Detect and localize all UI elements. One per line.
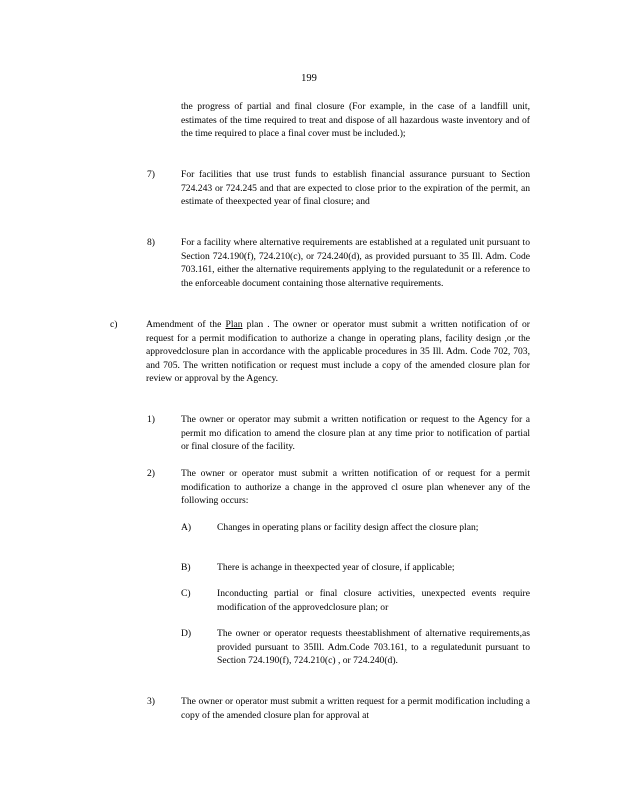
- list-item-text: Changes in operating plans or facility design affect the closure plan;: [217, 522, 479, 533]
- subsection-lead: Amendment of the: [146, 319, 222, 330]
- list-item-text: There is achange in theexpected year of closure, if applicable;: [217, 562, 455, 573]
- list-item-text: For facilities that use trust funds to establish financial assurance pursuant to Section 724.243 or 724.245 and that are expected to close prior to the expiration of the permit, an estimate of theexpected year of final closure; and: [181, 169, 530, 208]
- list-marker: 1): [147, 414, 155, 425]
- continuation-paragraph: [181, 100, 530, 141]
- list-item-text: Inconducting partial or final closure activities, unexpected events require modification of the approvedclosure plan; or: [217, 588, 530, 613]
- plan-underlined: Plan: [225, 319, 243, 330]
- list-item-text: The owner or operator must submit a written notification of or request for a permit modification to authorize a change in the approved cl osure plan whenever any of the following occurs:: [181, 468, 530, 507]
- list-marker: 3): [147, 696, 155, 707]
- list-item-text: The owner or operator requests theestablishment of alternative requirements,as provided pursuant to 35Ill. Adm.Code 703.161, to a regulatedunit pursuant to Section 724.190(f), 724.210(c) , or 724.240(d).: [217, 628, 530, 667]
- list-item-text: For a facility where alternative requirements are established at a regulated unit pursuant to Section 724.190(f), 724.210(c), or 724.240(d), as provided pursuant to 35 Ill. Adm. Code 703.161, either the alternative requirements applying to the regulatedunit or a reference to the enforceable document containing those alternative requirements.: [181, 237, 530, 289]
- subsection-body: plan . The owner or operator must submit a written notification of or request for a permit modification to authorize a change in operating plans, facility design ,or the approvedclosure plan in accordance with the applicable procedures in 35 Ill. Adm. Code 702, 703, and 705. The written notification or request must include a copy of the amended closure plan for review or approval by the Agency.: [146, 319, 531, 385]
- list-marker: 7): [147, 169, 155, 180]
- subsection-c-text: [146, 318, 530, 386]
- list-item-text: The owner or operator may submit a written notification or request to the Agency for a permit mo dification to amend the closure plan at any time prior to notification of partial or final closure of the facility.: [181, 414, 530, 453]
- continuation-text: the progress of partial and final closure (For example, in the case of a landfill unit, estimates of the time required to treat and dispose of all hazardous waste inventory and of the time required to place a final cover must be included.);: [181, 101, 530, 140]
- list-marker: D): [181, 628, 192, 639]
- list-marker: C): [181, 588, 191, 599]
- list-item-text: The owner or operator must submit a written request for a permit modification including a copy of the amended closure plan for approval at: [181, 696, 530, 721]
- page-number: 199: [301, 73, 317, 84]
- list-marker: B): [181, 562, 191, 573]
- subsection-marker: c): [110, 319, 118, 330]
- list-marker: 2): [147, 468, 155, 479]
- list-marker: A): [181, 522, 192, 533]
- list-marker: 8): [147, 237, 155, 248]
